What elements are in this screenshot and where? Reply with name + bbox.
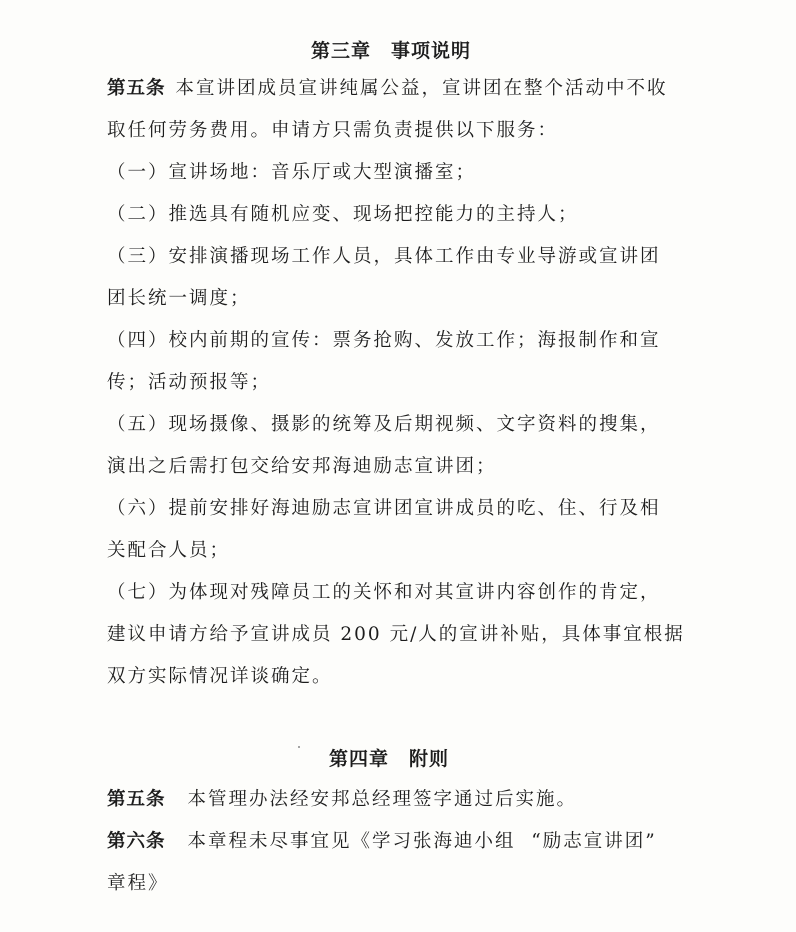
chapter-4-number: 第四章 <box>329 748 390 770</box>
chapter-4-name: 附则 <box>409 748 450 770</box>
article-5-text: 本宣讲团成员宣讲纯属公益，宣讲团在整个活动中不收 <box>175 78 668 99</box>
chapter-3-line-2: 取任何劳务费用。申请方只需负责提供以下服务： <box>107 120 559 141</box>
chapter-3-line-4: （二）推选具有随机应变、现场把控能力的主持人； <box>107 204 579 225</box>
chapter-4-article-6-label: 第六条 <box>107 831 166 852</box>
chapter-3-line-15: 双方实际情况详谈确定。 <box>107 666 333 687</box>
chapter-3-line-13: （七）为体现对残障员工的关怀和对其宣讲内容创作的肯定， <box>107 582 661 603</box>
chapter-3-line-3: （一）宣讲场地：音乐厅或大型演播室； <box>107 162 477 183</box>
chapter-4-article-5 <box>107 787 577 813</box>
chapter-4-article-6 <box>107 829 657 855</box>
chapter-3-number: 第三章 <box>311 40 372 62</box>
chapter-3-line-11: （六）提前安排好海迪励志宣讲团宣讲成员的吃、住、行及相 <box>107 498 661 519</box>
chapter-4-article-5-label: 第五条 <box>107 789 166 810</box>
chapter-3-heading <box>311 36 471 63</box>
scan-speck <box>298 746 300 748</box>
chapter-4-article-5-text: 本管理办法经安邦总经理签字通过后实施。 <box>187 789 578 810</box>
chapter-3-line-7: （四）校内前期的宣传：票务抢购、发放工作；海报制作和宣 <box>107 330 661 351</box>
chapter-3-line-12: 关配合人员； <box>107 540 231 561</box>
chapter-3-line-10: 演出之后需打包交给安邦海迪励志宣讲团； <box>107 456 497 477</box>
article-5-label: 第五条 <box>107 78 166 99</box>
chapter-3-line-14: 建议申请方给予宣讲成员 200 元/人的宣讲补贴，具体事宜根据 <box>107 624 685 645</box>
chapter-3-name: 事项说明 <box>391 40 472 62</box>
chapter-3-line-6: 团长统一调度； <box>107 288 251 309</box>
chapter-4-article-6-continued: 章程》 <box>107 873 169 894</box>
chapter-4-article-6-text: 本章程未尽事宜见《学习张海迪小组 “励志宣讲团” <box>187 831 657 852</box>
chapter-3-line-9: （五）现场摄像、摄影的统筹及后期视频、文字资料的搜集， <box>107 414 661 435</box>
chapter-3-line-8: 传；活动预报等； <box>107 372 272 393</box>
chapter-3-line-5: （三）安排演播现场工作人员，具体工作由专业导游或宣讲团 <box>107 246 661 267</box>
chapter-3-line-1 <box>107 76 668 102</box>
chapter-4-heading <box>329 744 449 771</box>
